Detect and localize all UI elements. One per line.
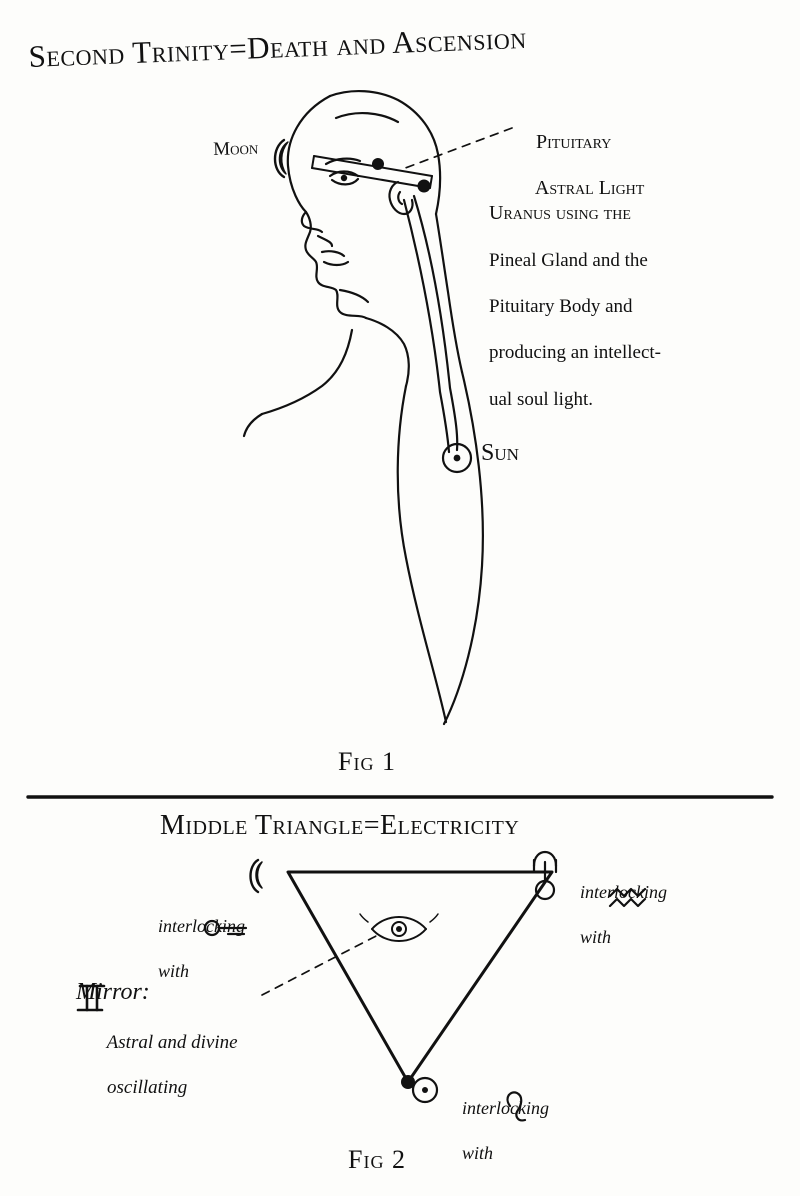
interlocking-left-line-2: with xyxy=(158,960,190,981)
shoulder-contour xyxy=(244,414,262,436)
uranus-note-line-3: Pituitary Body and xyxy=(489,296,633,318)
channel-line-a xyxy=(414,196,457,450)
figure1-title: Second Trinity=Death and Ascension xyxy=(27,19,528,74)
mirror-sub-line-1: Astral and divine xyxy=(106,1031,238,1053)
uranus-note-line-2: Pineal Gland and the xyxy=(489,249,648,271)
uranus-note-line-5: ual soul light. xyxy=(489,388,593,410)
interlocking-right-label xyxy=(562,858,667,971)
uranus-note xyxy=(470,178,661,434)
head-profile-outline xyxy=(262,91,462,414)
interlocking-left-line-1: interlocking xyxy=(158,915,245,936)
interlocking-right-line-2: with xyxy=(580,926,612,947)
hairline xyxy=(336,113,398,122)
interlocking-bottom-label xyxy=(444,1074,549,1187)
fig2-moon-crescent xyxy=(256,862,262,888)
front-contour xyxy=(398,386,446,722)
ear xyxy=(389,182,412,214)
interlocking-left-label xyxy=(140,892,245,1005)
triangle-eye xyxy=(360,914,438,941)
interlocking-bottom-line-1: interlocking xyxy=(462,1097,549,1118)
pituitary-line-1: Pituitary xyxy=(536,131,612,153)
pituitary-leader-line xyxy=(400,128,512,170)
fig2-sun-dot xyxy=(422,1087,428,1093)
sun-symbol-dot xyxy=(454,455,461,462)
uranus-note-line-1: Uranus using the xyxy=(489,202,631,225)
mirror-leader-line xyxy=(262,935,378,995)
uranus-note-line-4: producing an intellect- xyxy=(489,342,661,364)
interlocking-bottom-line-2: with xyxy=(462,1142,494,1163)
figure2-title: Middle Triangle=Electricity xyxy=(160,810,520,841)
interlocking-right-line-1: interlocking xyxy=(580,881,667,902)
pineal-gland-dot xyxy=(372,158,384,170)
figure1-caption: Fig 1 xyxy=(338,747,396,776)
pituitary-body-dot xyxy=(418,180,431,193)
mirror-sub-line-2: oscillating xyxy=(107,1077,188,1099)
electricity-triangle xyxy=(288,872,552,1082)
moon-label: Moon xyxy=(212,137,259,160)
figure2-caption: Fig 2 xyxy=(348,1145,406,1174)
mirror-label: Mirror: xyxy=(76,979,150,1005)
pituitary-line-2: Astral Light xyxy=(534,177,645,199)
sun-label: Sun xyxy=(481,440,519,466)
mirror-sublabel xyxy=(88,1009,238,1123)
fig1-moon-crescent xyxy=(279,142,288,174)
